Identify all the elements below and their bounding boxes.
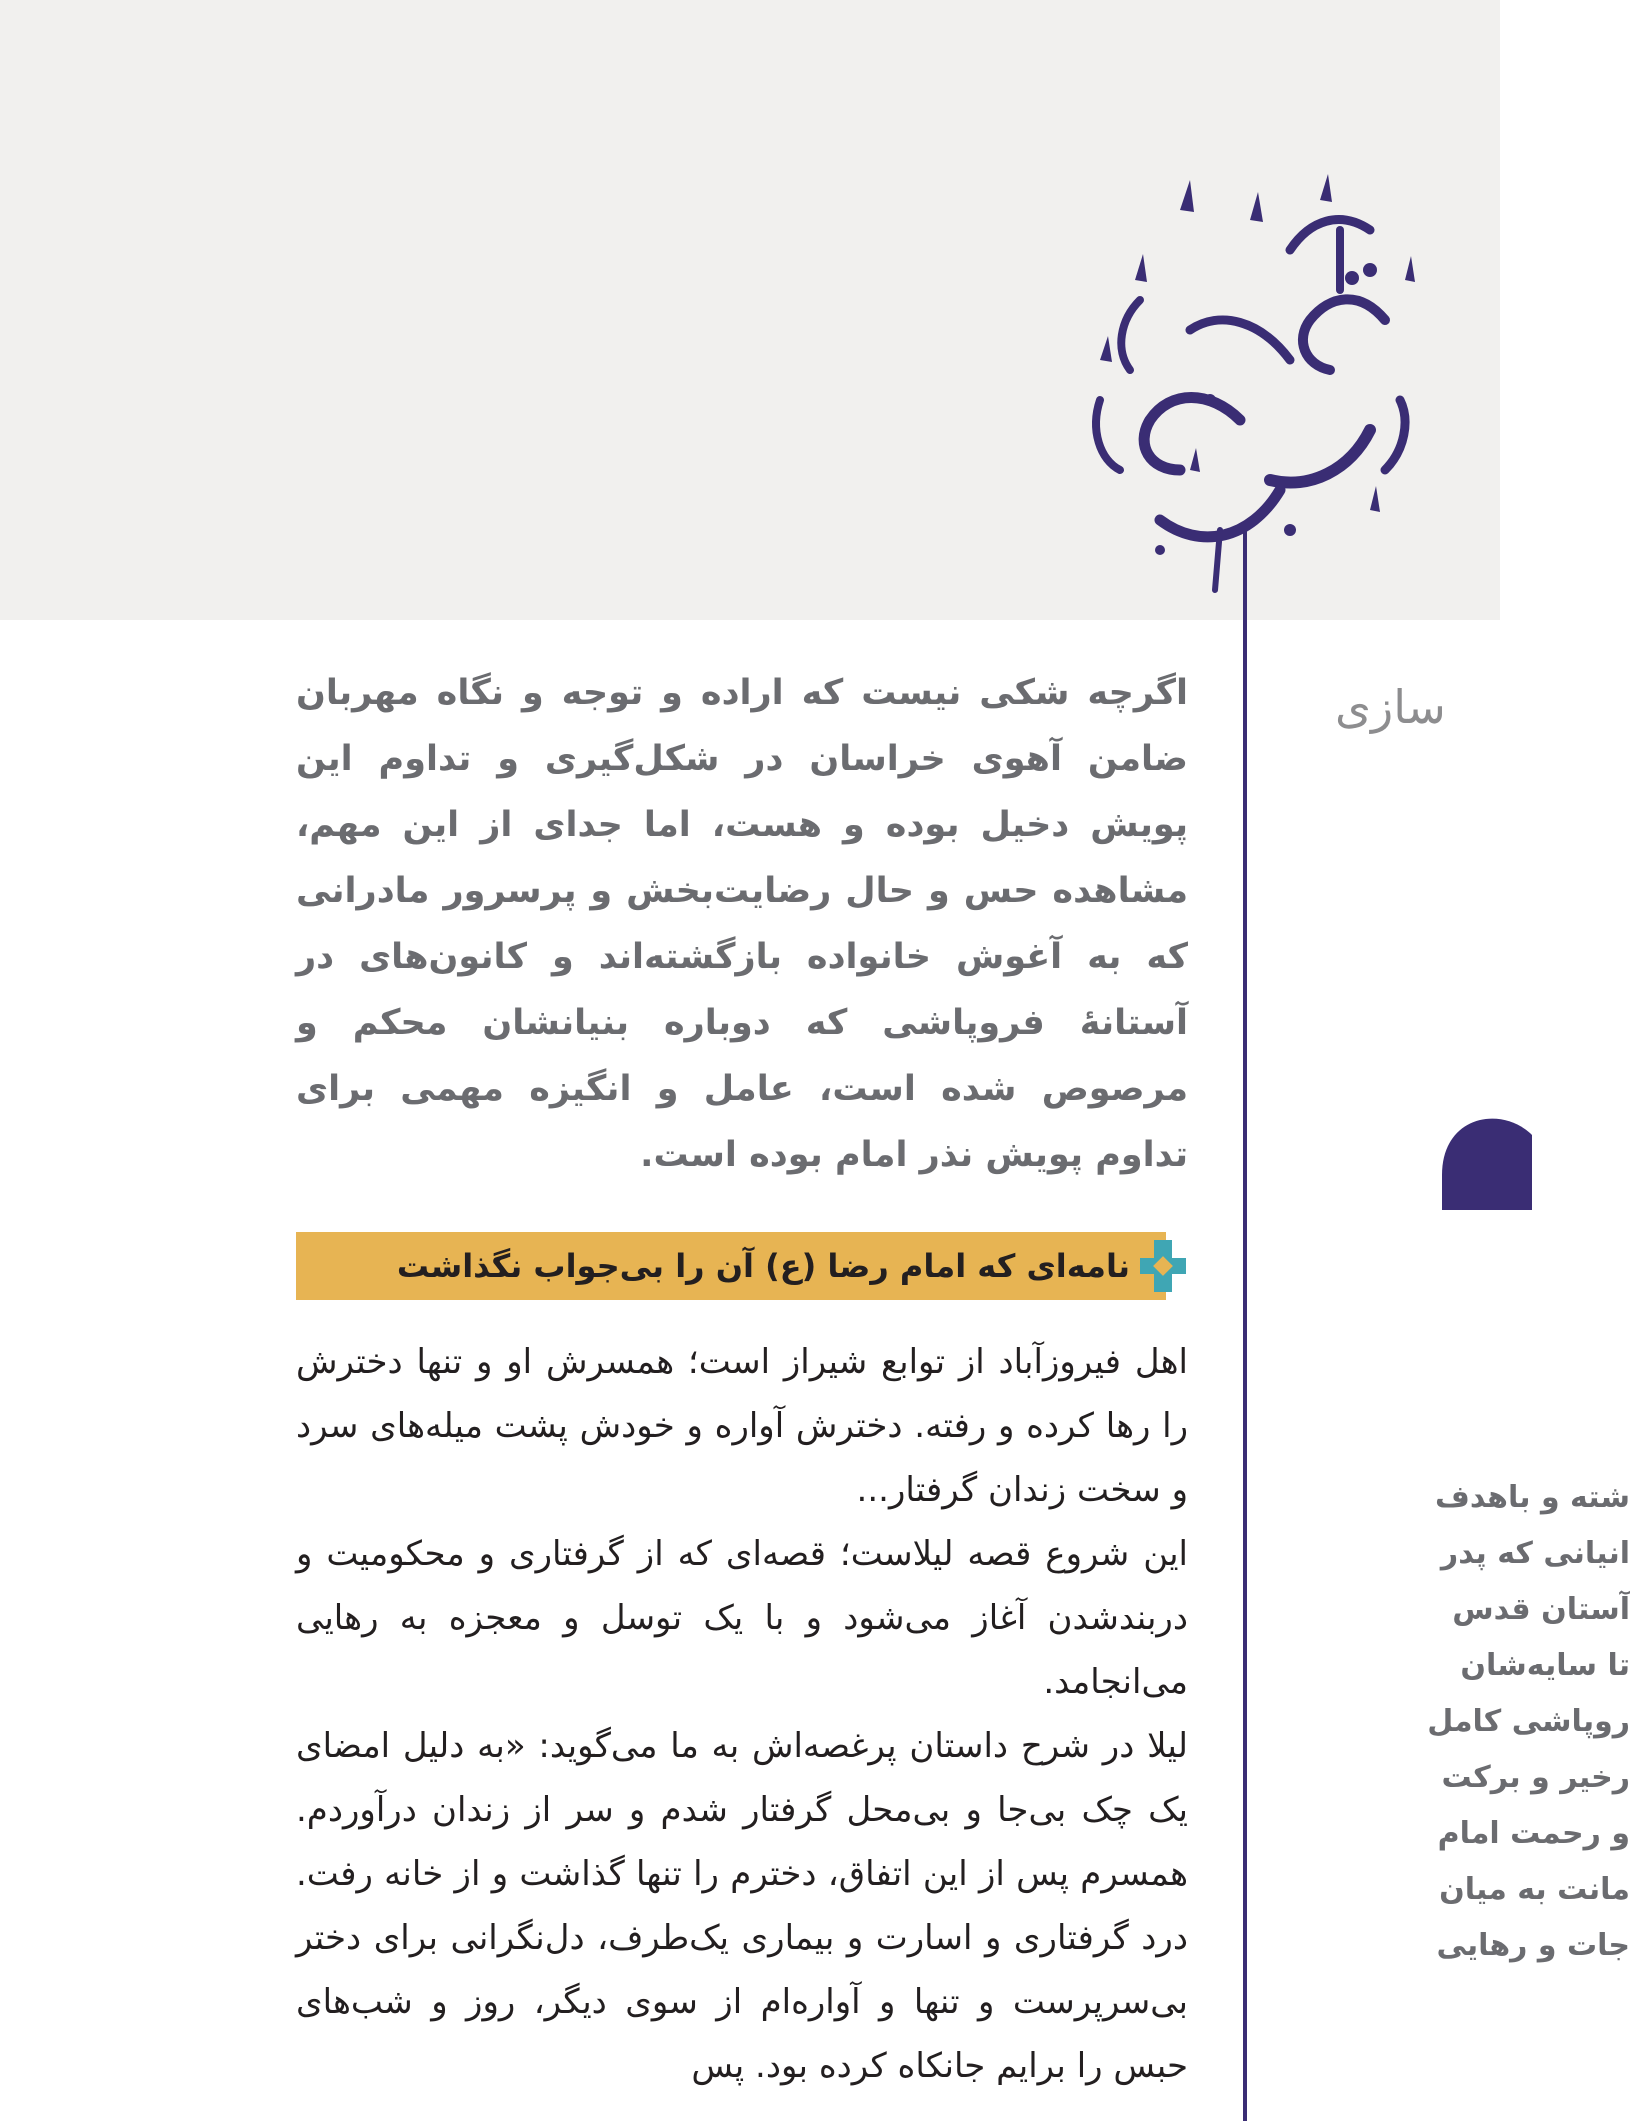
side-column-text xyxy=(1300,1470,1630,1974)
vertical-divider xyxy=(1243,525,1247,2121)
article-body xyxy=(296,1330,1188,2098)
side-line: مانت به میان xyxy=(1439,1872,1630,1907)
side-line: و رحمت امام xyxy=(1437,1816,1630,1851)
intro-block xyxy=(296,660,1188,1188)
side-line: آستان قدس xyxy=(1452,1592,1630,1627)
side-line: جات و رهایی xyxy=(1436,1928,1630,1963)
section-heading: نامه‌ای که امام رضا (ع) آن را بی‌جواب نگذاشت xyxy=(396,1247,1130,1285)
heading-marker-icon xyxy=(1140,1240,1186,1292)
side-line: شته و باهدف xyxy=(1435,1480,1630,1515)
body-paragraph: این شروع قصه لیلاست؛ قصه‌ای که از گرفتاری و محکومیت و دربندشدن آغاز می‌شود و با یک توسل و معجزه به رهایی می‌انجامد. xyxy=(296,1534,1188,1702)
intro-paragraph: اگرچه شکی نیست که اراده و توجه و نگاه مهربان ضامن آهوی خراسان در شکل‌گیری و تداوم این پویش دخیل بوده و هست، اما جدای از این مهم، مشاهده حس و حال رضایت‌بخش و پرسرور مادرانی که به آغوش خانواده بازگشته‌اند و کانون‌های در آستانهٔ فروپاشی که دوباره بنیانشان محکم و مرصوص شده است، عامل و انگیزه مهمی برای تداوم پویش نذر امام بوده است. xyxy=(296,673,1188,1175)
side-line: تا سایه‌شان xyxy=(1460,1648,1630,1683)
side-line: انیانی که پدر xyxy=(1440,1536,1630,1571)
side-large-glyph xyxy=(1432,1075,1552,1210)
section-heading-band xyxy=(296,1232,1166,1300)
side-line: رخیر و برکت xyxy=(1441,1760,1630,1795)
side-word: سازی xyxy=(1335,680,1446,734)
body-paragraph: اهل فیروزآباد از توابع شیراز است؛ همسرش او و تنها دخترش را رها کرده و رفته. دخترش آواره و خودش پشت میله‌های سرد و سخت زندان گرفتار... xyxy=(296,1342,1188,1510)
side-line: روپاشی کامل xyxy=(1427,1704,1630,1739)
body-paragraph: لیلا در شرح داستان پرغصه‌اش به ما می‌گوید: «به دلیل امضای یک چک بی‌جا و بی‌محل گرفتار شدم و سر از زندان درآوردم. همسرم پس از این اتفاق، دخترم را تنها گذاشت و از خانه رفت. درد گرفتاری و اسارت و بیماری یک‌طرف، دل‌نگرانی برای دختر بی‌سرپرست و تنها و آواره‌ام از سوی دیگر، روز و شب‌های حبس را برایم جانکاه کرده بود. پس xyxy=(296,1726,1188,2086)
calligraphy-logo xyxy=(1040,170,1440,590)
